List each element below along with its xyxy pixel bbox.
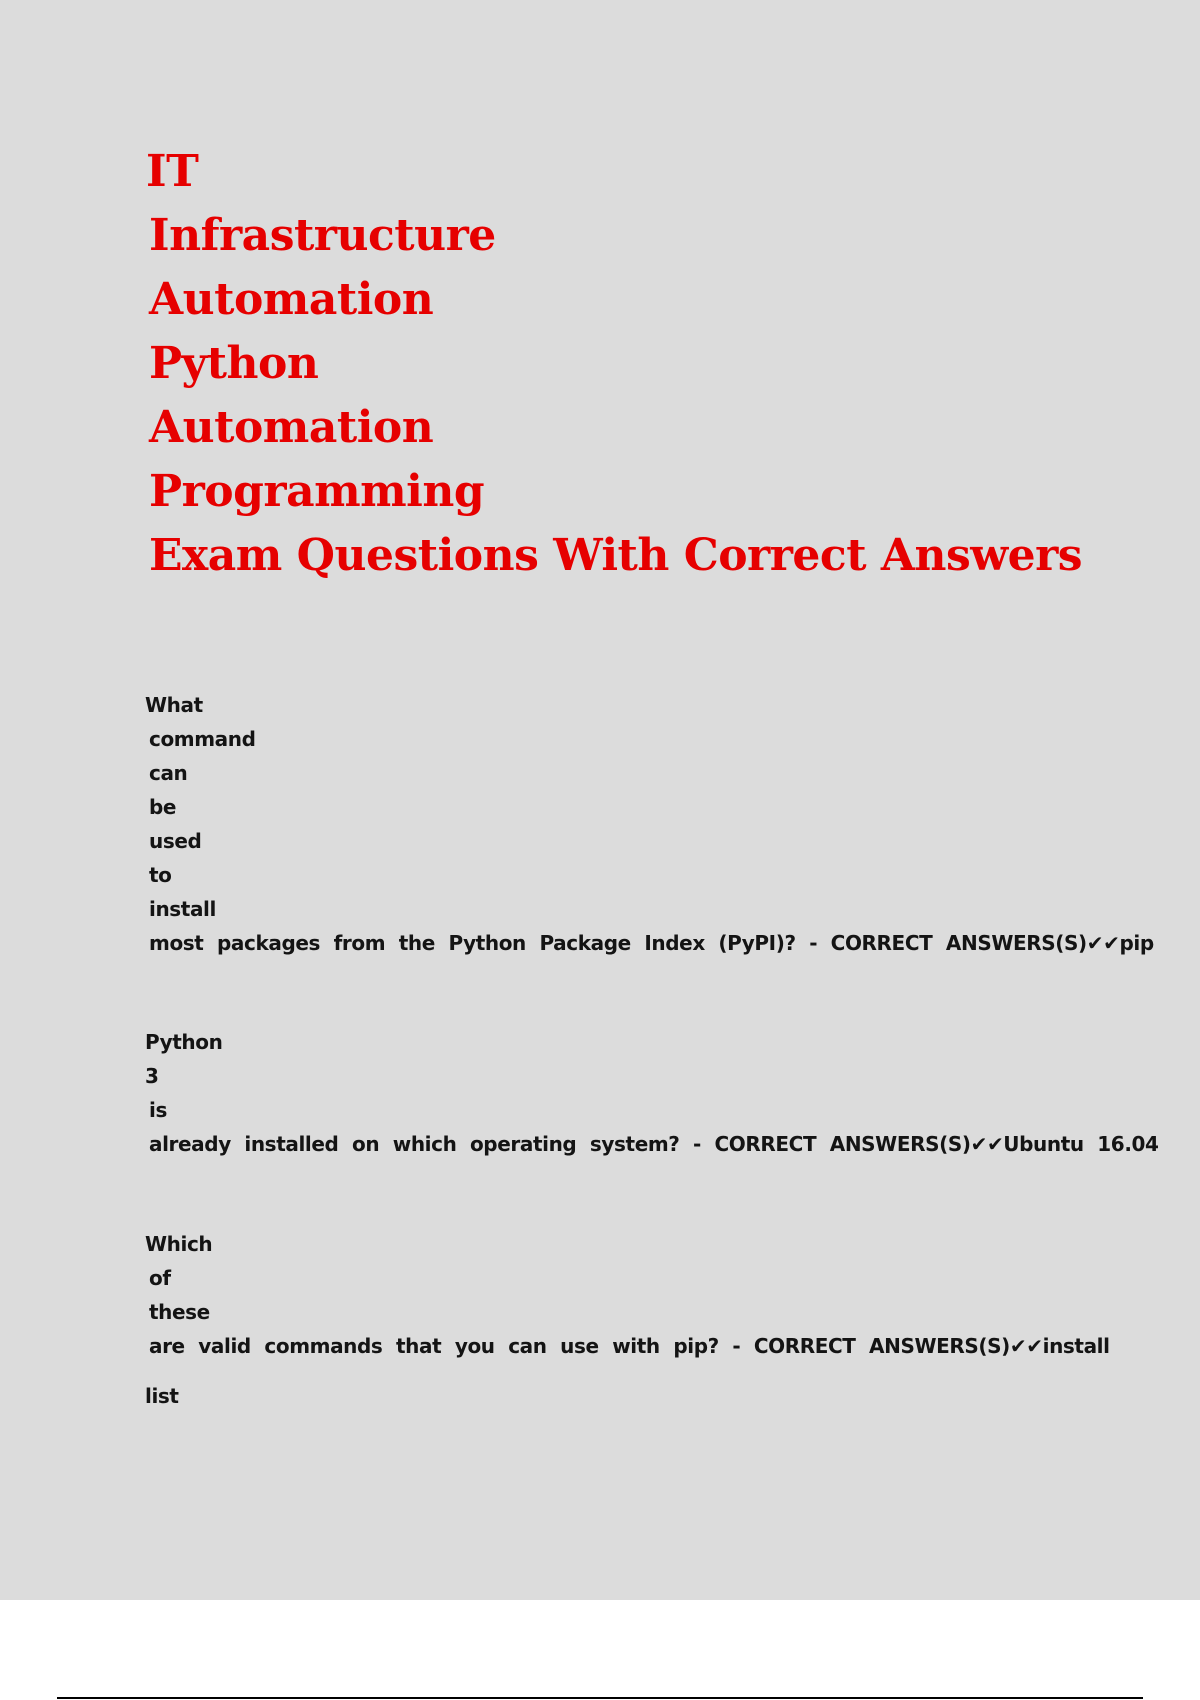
qa-item-1 (145, 688, 1154, 960)
question-word: command (149, 727, 256, 751)
title-line: Automation (149, 274, 434, 325)
footer-rule (57, 1697, 1143, 1699)
question-word: 3 (145, 1064, 159, 1088)
question-word: Which (145, 1232, 213, 1256)
question-word: can (149, 761, 188, 785)
title-line: Exam Questions With Correct Answers (149, 530, 1083, 581)
question-word: of (149, 1266, 171, 1290)
title-line: Python (149, 338, 319, 389)
document-title (146, 140, 1082, 588)
qa-item-3 (145, 1227, 1110, 1413)
question-answer-line: most packages from the Python Package Index (PyPI)? - CORRECT ANSWERS(S)✔✔pip (149, 931, 1154, 955)
question-word: to (149, 863, 172, 887)
question-word: Python (145, 1030, 223, 1054)
title-line: Automation (149, 402, 434, 453)
question-word: these (149, 1300, 210, 1324)
title-line: IT (146, 146, 199, 197)
answer-continuation: list (145, 1384, 179, 1408)
question-word: used (149, 829, 202, 853)
question-word: What (145, 693, 203, 717)
question-answer-line: are valid commands that you can use with pip? - CORRECT ANSWERS(S)✔✔install (149, 1334, 1110, 1358)
question-word: install (149, 897, 216, 921)
question-word: be (149, 795, 177, 819)
title-line: Programming (149, 466, 485, 517)
question-word: is (149, 1098, 167, 1122)
question-answer-line: already installed on which operating system? - CORRECT ANSWERS(S)✔✔Ubuntu 16.04 (149, 1132, 1159, 1156)
title-line: Infrastructure (149, 210, 496, 261)
qa-item-2 (145, 1025, 1159, 1161)
